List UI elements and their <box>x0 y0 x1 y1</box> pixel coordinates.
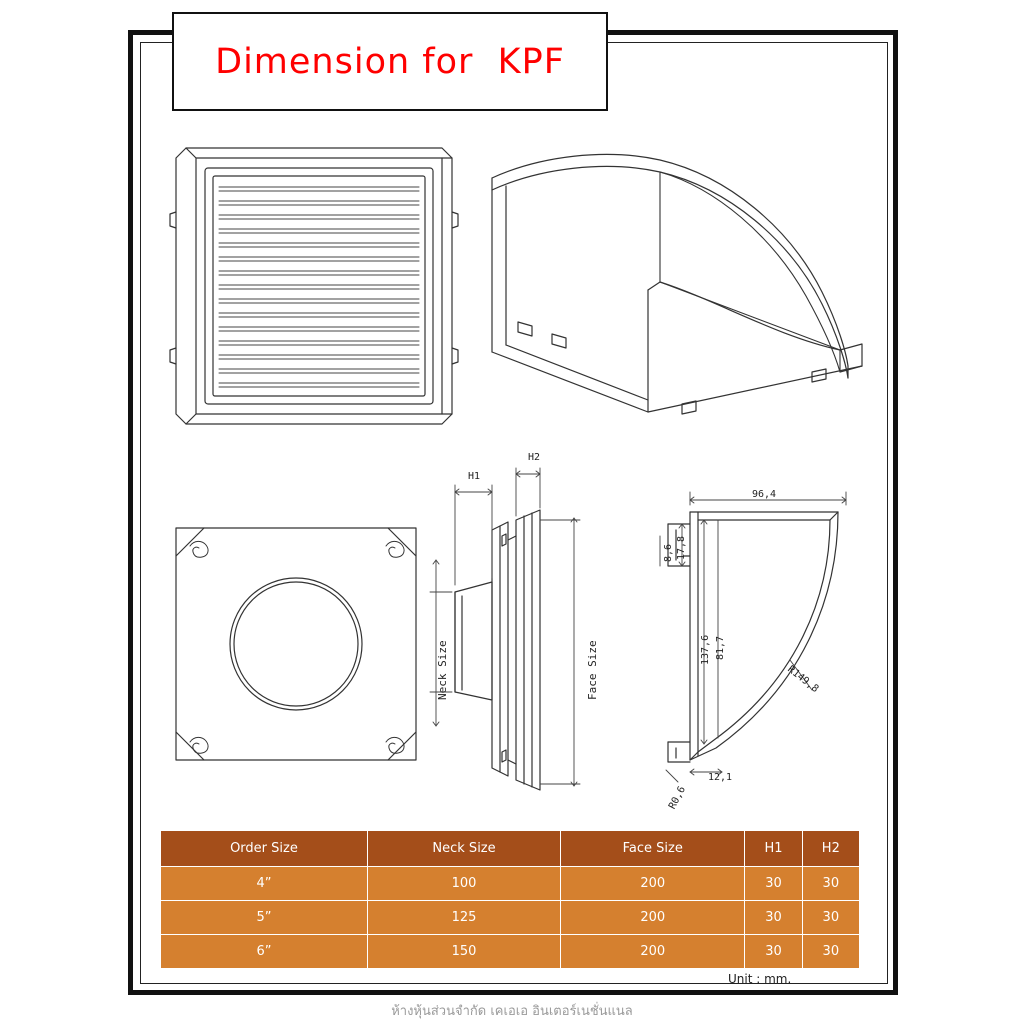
cell-h2: 30 <box>802 935 859 969</box>
cell-neck-size: 150 <box>367 935 560 969</box>
column-header-neck-size: Neck Size <box>367 831 560 867</box>
cell-h1: 30 <box>745 867 802 901</box>
table-row <box>161 867 860 901</box>
label-neck-size: Neck Size <box>436 640 449 700</box>
cell-face-size: 200 <box>561 901 745 935</box>
table-row <box>161 935 860 969</box>
table-row <box>161 901 860 935</box>
cell-face-size: 200 <box>561 867 745 901</box>
cell-h1: 30 <box>745 901 802 935</box>
cell-order-size: 4” <box>161 867 368 901</box>
cell-neck-size: 100 <box>367 867 560 901</box>
label-dim-96-4: 96,4 <box>752 489 777 500</box>
specification-table <box>160 830 860 969</box>
label-dim-81-7: 81,7 <box>715 635 726 660</box>
page-title: Dimension for KPF <box>215 41 565 82</box>
cell-neck-size: 125 <box>367 901 560 935</box>
label-face-size: Face Size <box>586 640 599 700</box>
column-header-h2: H2 <box>802 831 859 867</box>
column-header-order-size: Order Size <box>161 831 368 867</box>
title-block <box>172 12 608 111</box>
column-header-h1: H1 <box>745 831 802 867</box>
column-header-face-size: Face Size <box>561 831 745 867</box>
cell-order-size: 6” <box>161 935 368 969</box>
cell-order-size: 5” <box>161 901 368 935</box>
cell-face-size: 200 <box>561 935 745 969</box>
label-dim-8-6: 8,6 <box>663 543 674 562</box>
footer-company-name: ห้างหุ้นส่วนจำกัด เคเอเอ อินเตอร์เนชั่นแนล <box>391 1004 633 1019</box>
cell-h2: 30 <box>802 901 859 935</box>
cell-h2: 30 <box>802 867 859 901</box>
unit-note: Unit : mm. <box>728 972 792 986</box>
label-h1: H1 <box>468 471 481 482</box>
label-dim-r149-8: R149,8 <box>785 664 821 695</box>
cell-h1: 30 <box>745 935 802 969</box>
table-header-row <box>161 831 860 867</box>
label-h2: H2 <box>528 452 541 463</box>
label-dim-137-6: 137,6 <box>700 634 711 665</box>
label-dim-17-8: 17,8 <box>676 535 687 560</box>
label-dim-r0-6: R0,6 <box>667 784 689 812</box>
label-dim-12-1: 12,1 <box>708 772 733 783</box>
